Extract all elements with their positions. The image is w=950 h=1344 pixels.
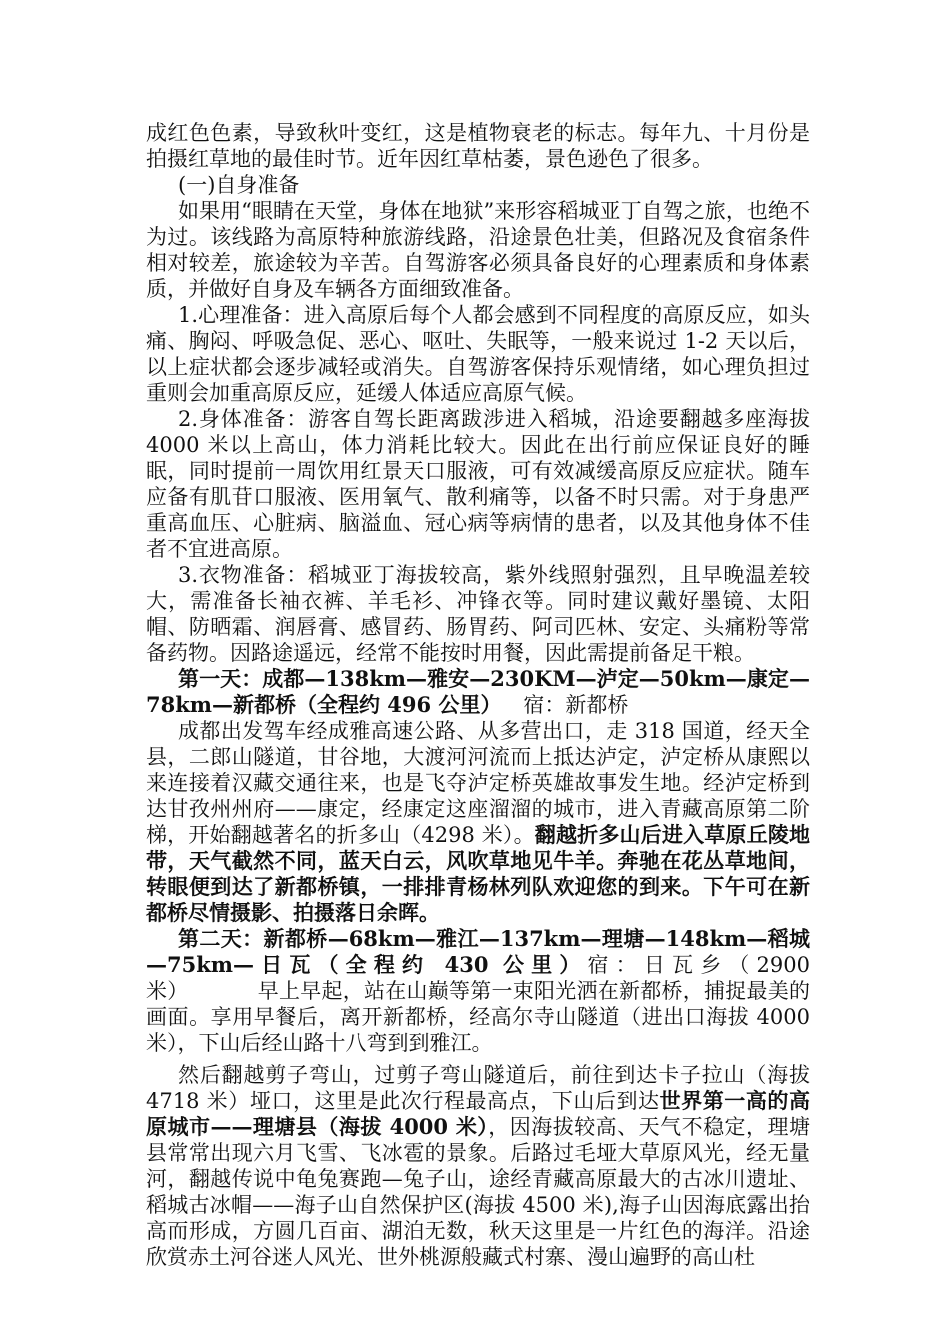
- day1-lodging: 宿：新都桥: [523, 693, 629, 717]
- day1-title: 第一天：成都—138km—雅安—230KM—泸定—50km—康定—78km—新都桥（全程约 496 公里）: [146, 666, 810, 717]
- day2-body-start: 早上早起，站在山巅等第一束阳光洒在新都桥，捕捉最美的画面。享用早餐后，离开新都桥，经高尔寺山隧道（进出口海拔 4000 米），下山后经山路十八弯到到雅江。: [146, 979, 810, 1055]
- day1-body-bold: 翻越折多山后进入草原丘陵地带，天气截然不同，蓝天白云，风吹草地见牛羊。奔驰在花丛草地间，转眼便到达了新都桥镇，一排排青杨林列队欢迎您的到来。下午可在新都桥尽情摄影、拍摄落日余晖。: [146, 822, 811, 925]
- paragraph-intro: 如果用“眼睛在天堂，身体在地狱”来形容稻城亚丁自驾之旅，也绝不为过。该线路为高原特种旅游线路，沿途景色壮美，但路况及食宿条件相对较差，旅途较为辛苦。自驾游客必须具备良好的心理素质和身体素质，并做好自身及车辆各方面细致准备。: [146, 199, 810, 301]
- section-title-self-prep: (一)自身准备: [178, 173, 300, 197]
- day1-heading: [146, 666, 810, 718]
- paragraph-physical-prep: 2.身体准备：游客自驾长距离跋涉进入稻城，沿途要翻越多座海拔4000 米以上高山，体力消耗比较大。因此在出行前应保证良好的睡眠，同时提前一周饮用红景天口服液，可有效减缓高原反应症状。随车应备有肌苷口服液、医用氧气、散利痛等，以备不时只需。对于身患严重高血压、心脏病、脑溢血、冠心病等病情的患者，以及其他身体不佳者不宜进高原。: [146, 407, 810, 561]
- day2-heading: [146, 926, 810, 1056]
- day2-body-after: ，因海拔较高、天气不稳定，理塘县常常出现六月飞雪、飞冰雹的景象。后路过毛垭大草原风光，经无量河，翻越传说中龟兔赛跑—兔子山，途经青藏高原最大的古冰川遗址、稻城古冰帽——海子山自然保护区(海拔 4500 米),海子山因海底露出抬高而形成，方圆几百亩、湖泊无数，秋天这里是一片红色的海洋。沿途欣赏赤土河谷迷人风光、世外桃源般藏式村寨、漫山遍野的高山杜: [146, 1115, 810, 1269]
- paragraph-red-grass: 成红色色素，导致秋叶变红，这是植物衰老的标志。每年九、十月份是拍摄红草地的最佳时节。近年因红草枯萎，景色逊色了很多。: [146, 121, 810, 171]
- day2-title: 第二天：新都桥—68km—雅江—137km—理塘—148km—稻城—75km—日瓦（全程约 430 公里）: [146, 926, 810, 977]
- paragraph-clothing-prep: 3.衣物准备：稻城亚丁海拔较高，紫外线照射强烈，且早晚温差较大，需准备长袖衣裤、羊毛衫、冲锋衣等。同时建议戴好墨镜、太阳帽、防晒霜、润唇膏、感冒药、肠胃药、阿司匹林、安定、头痛粉等常备药物。因路途遥远，经常不能按时用餐，因此需提前备足干粮。: [146, 563, 810, 665]
- day1-body: 成都出发驾车经成雅高速公路、从多营出口，走 318 国道，经天全县，二郎山隧道，甘谷地，大渡河河流而上抵达泸定，泸定桥从康熙以来连接着汉藏交通往来，也是飞夺泸定桥英雄故事发生地。经泸定桥到达甘孜州州府——康定，经康定这座溜溜的城市，进入青藏高原第二阶梯，开始翻越著名的折多山（4298 米）。: [146, 719, 810, 847]
- day2-body-bold: 世界第一高的高原城市——理塘县（海拔 4000 米）: [146, 1088, 810, 1139]
- document-page: [146, 120, 810, 1270]
- day2-lodging: 宿：日瓦乡（2900 米）: [146, 953, 810, 1003]
- day1-paragraph: [146, 718, 810, 926]
- paragraph-mental-prep: 1.心理准备：进入高原后每个人都会感到不同程度的高原反应，如头痛、胸闷、呼吸急促、恶心、呕吐、失眠等，一般来说过 1-2 天以后，以上症状都会逐步减轻或消失。自驾游客保持乐观情绪，如心理负担过重则会加重高原反应，延缓人体适应高原气候。: [146, 303, 810, 405]
- day2-paragraph: [146, 1062, 810, 1270]
- day2-body-before: 然后翻越剪子弯山，过剪子弯山隧道后，前往到达卡子拉山（海拔4718 米）垭口，这里是此次行程最高点，下山后到达: [146, 1063, 810, 1113]
